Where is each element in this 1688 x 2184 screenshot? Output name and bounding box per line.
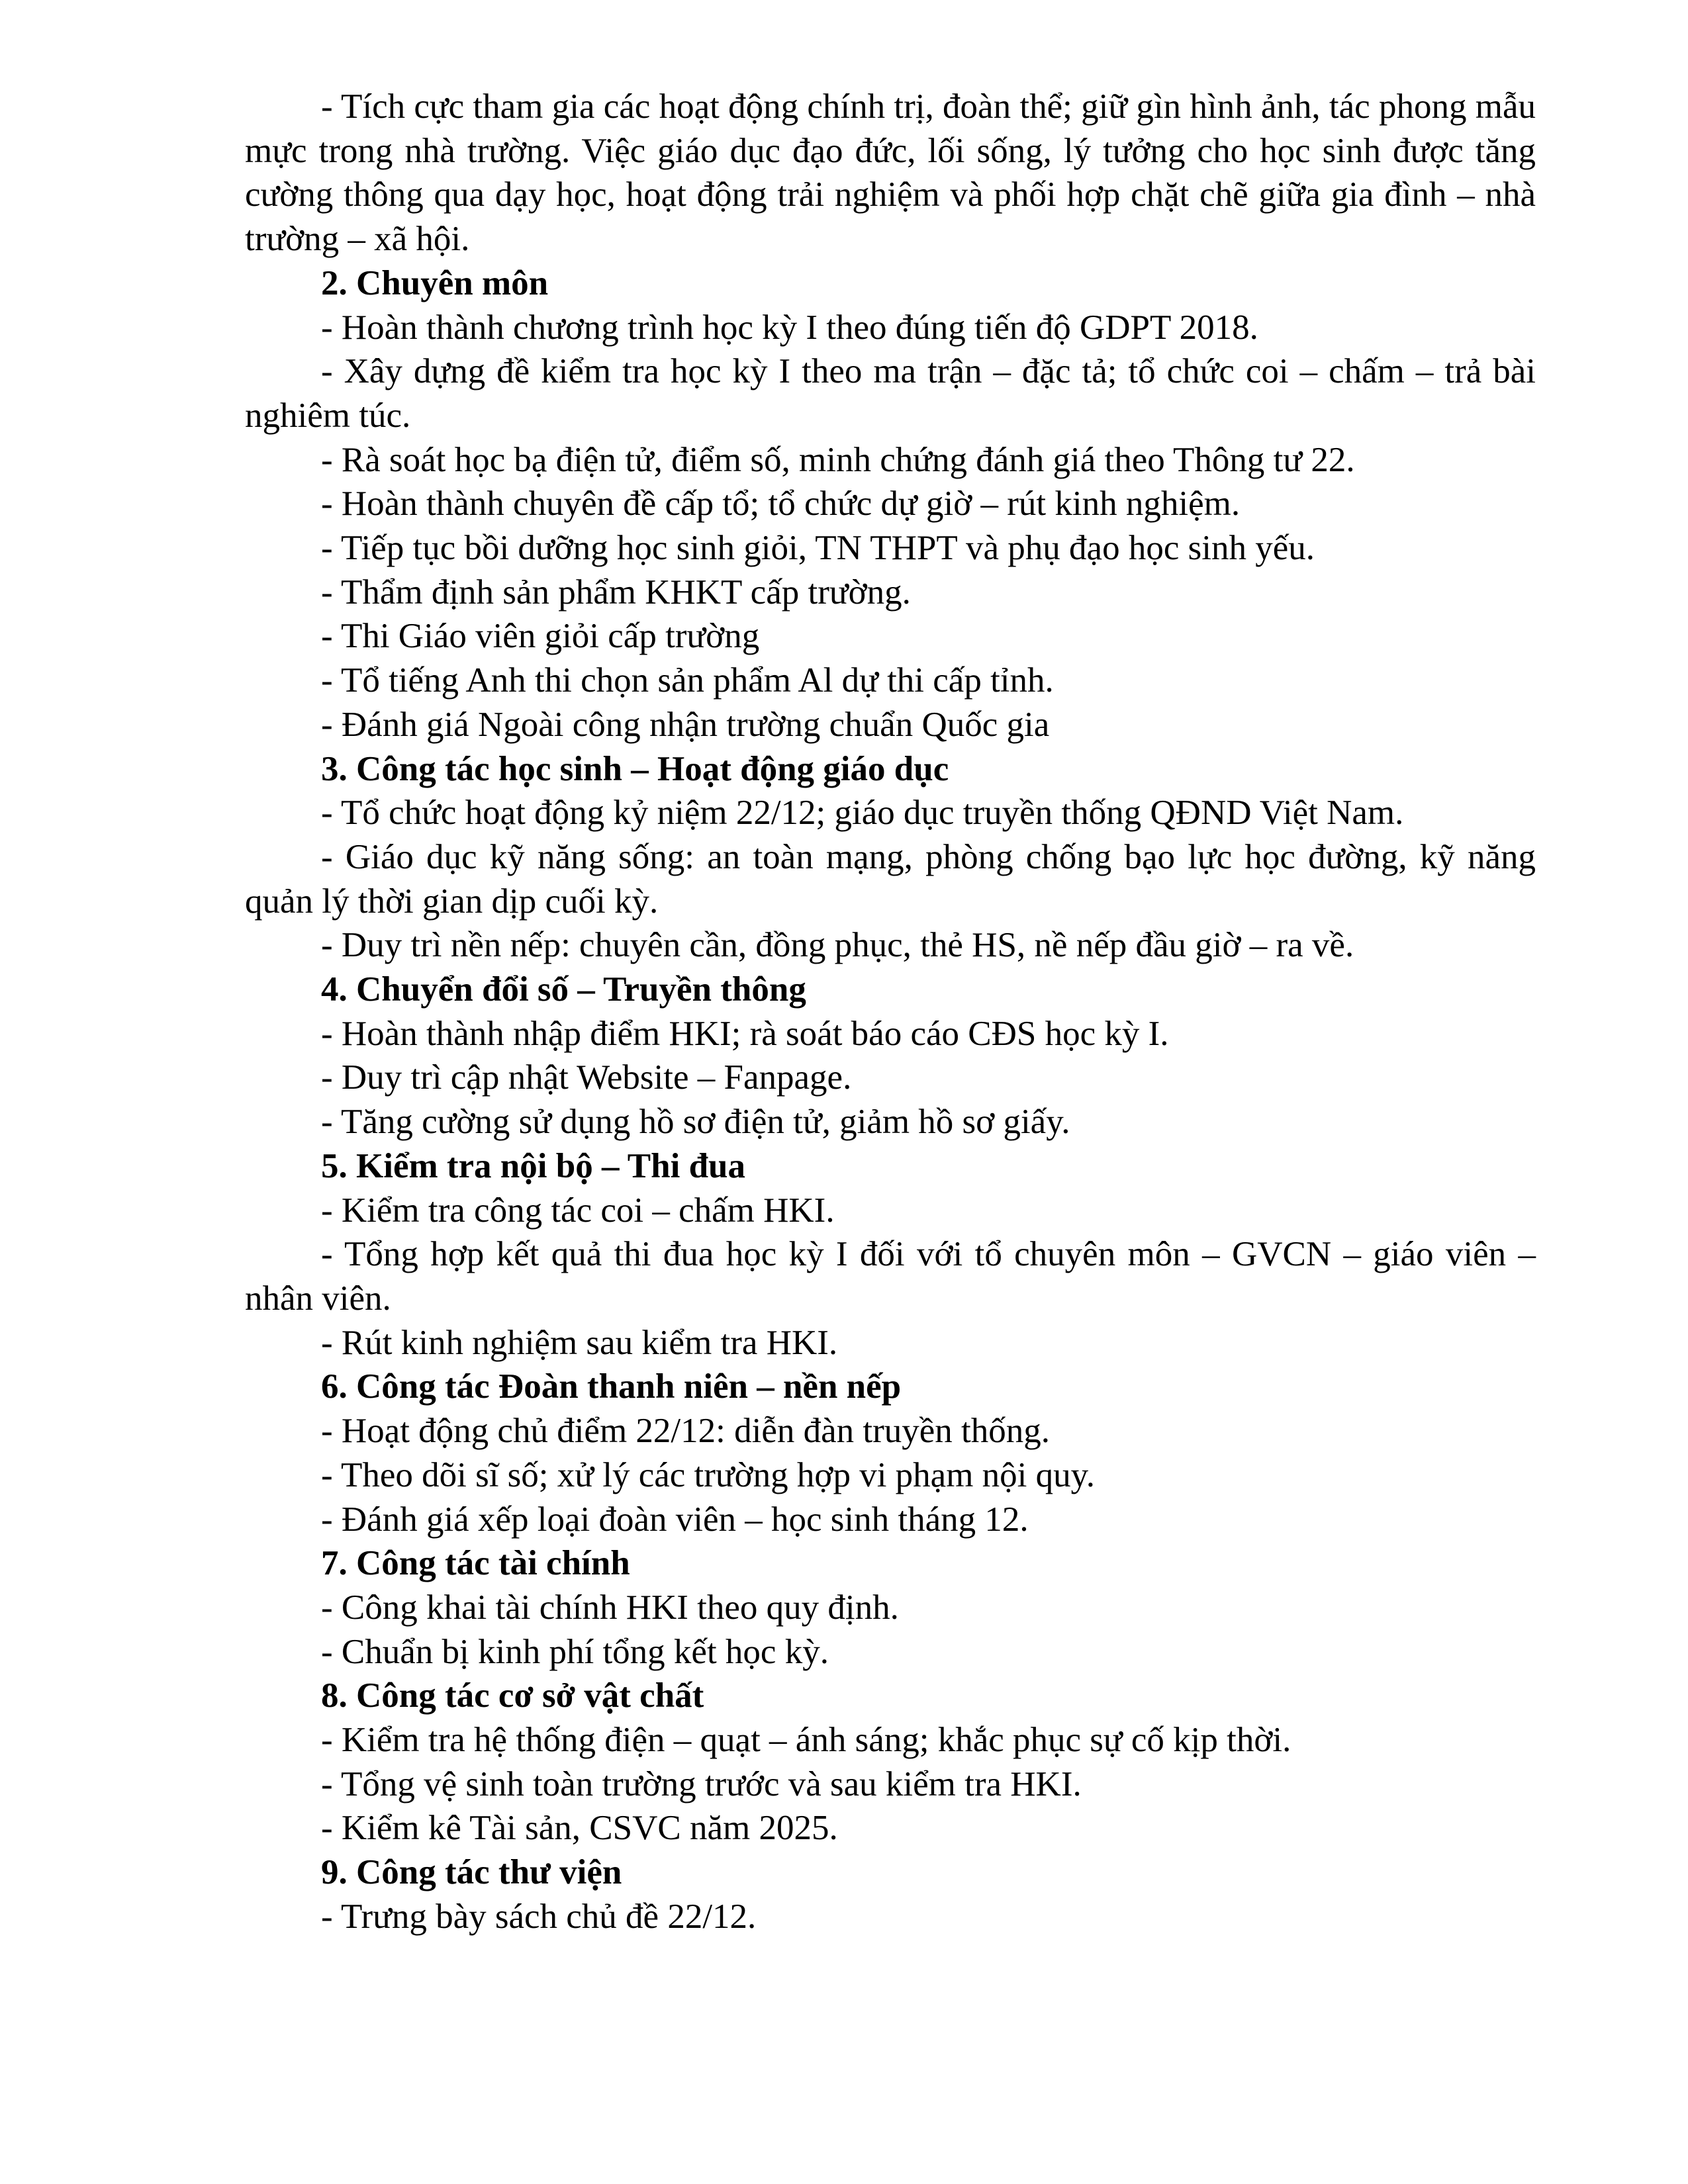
- list-item: - Tăng cường sử dụng hồ sơ điện tử, giảm hồ sơ giấy.: [321, 1103, 1070, 1142]
- section-heading-chuyen-mon: 2. Chuyên môn: [321, 263, 549, 302]
- list-item: - Chuẩn bị kinh phí tổng kết học kỳ.: [321, 1632, 829, 1671]
- list-item: - Thẩm định sản phẩm KHKT cấp trường.: [321, 572, 911, 612]
- list-item: - Xây dựng đề kiểm tra học kỳ I theo ma trận – đặc tả; tổ chức coi – chấm – trả bài nghiêm túc.: [245, 352, 1536, 435]
- list-item: - Rút kinh nghiệm sau kiểm tra HKI.: [321, 1323, 838, 1362]
- list-item: - Đánh giá xếp loại đoàn viên – học sinh tháng 12.: [321, 1500, 1029, 1539]
- section-heading-chuyen-doi-so: 4. Chuyển đổi số – Truyền thông: [321, 970, 806, 1009]
- list-item: - Kiểm tra công tác coi – chấm HKI.: [321, 1191, 835, 1230]
- list-item: - Kiểm tra hệ thống điện – quạt – ánh sáng; khắc phục sự cố kịp thời.: [321, 1721, 1291, 1760]
- list-item: - Trưng bày sách chủ đề 22/12.: [321, 1897, 757, 1936]
- list-item: - Tổng vệ sinh toàn trường trước và sau kiểm tra HKI.: [321, 1764, 1082, 1803]
- list-item: - Hoàn thành chương trình học kỳ I theo đúng tiến độ GDPT 2018.: [321, 308, 1258, 347]
- list-item: - Tổ chức hoạt động kỷ niệm 22/12; giáo dục truyền thống QĐND Việt Nam.: [321, 794, 1404, 833]
- section-heading-doan-thanh-nien: 6. Công tác Đoàn thanh niên – nền nếp: [321, 1367, 902, 1406]
- list-item: - Hoàn thành nhập điểm HKI; rà soát báo cáo CĐS học kỳ I.: [321, 1014, 1169, 1053]
- section-heading-thu-vien: 9. Công tác thư viện: [321, 1853, 622, 1892]
- list-item: - Tiếp tục bồi dưỡng học sinh giỏi, TN THPT và phụ đạo học sinh yếu.: [321, 529, 1315, 568]
- document-page: [245, 85, 1536, 1939]
- section-heading-cong-tac-hoc-sinh: 3. Công tác học sinh – Hoạt động giáo dục: [321, 749, 949, 788]
- section-heading-co-so-vat-chat: 8. Công tác cơ sở vật chất: [321, 1676, 704, 1715]
- section-heading-tai-chinh: 7. Công tác tài chính: [321, 1544, 630, 1583]
- list-item: - Đánh giá Ngoài công nhận trường chuẩn Quốc gia: [321, 705, 1050, 744]
- list-item: - Thi Giáo viên giỏi cấp trường: [321, 617, 760, 656]
- list-item: - Hoàn thành chuyên đề cấp tổ; tổ chức dự giờ – rút kinh nghiệm.: [321, 484, 1241, 523]
- list-item: - Hoạt động chủ điểm 22/12: diễn đàn truyền thống.: [321, 1412, 1051, 1451]
- list-item: - Duy trì cập nhật Website – Fanpage.: [321, 1058, 852, 1097]
- list-item: - Công khai tài chính HKI theo quy định.: [321, 1588, 899, 1627]
- list-item: - Tổ tiếng Anh thi chọn sản phẩm Al dự thi cấp tỉnh.: [321, 661, 1054, 700]
- list-item: - Duy trì nền nếp: chuyên cần, đồng phục, thẻ HS, nề nếp đầu giờ – ra về.: [321, 926, 1354, 965]
- list-item: - Kiểm kê Tài sản, CSVC năm 2025.: [321, 1809, 838, 1848]
- intro-paragraph: - Tích cực tham gia các hoạt động chính trị, đoàn thể; giữ gìn hình ảnh, tác phong mẫu mực trong nhà trường. Việc giáo dục đạo đức, lối sống, lý tưởng cho học sinh được tăng cường thông qua dạy học, hoạt động trải nghiệm và phối hợp chặt chẽ giữa gia đình – nhà trường – xã hội.: [245, 87, 1536, 259]
- list-item: - Giáo dục kỹ năng sống: an toàn mạng, phòng chống bạo lực học đường, kỹ năng quản lý thời gian dịp cuối kỳ.: [245, 837, 1536, 921]
- list-item: - Theo dõi sĩ số; xử lý các trường hợp vi phạm nội quy.: [321, 1455, 1095, 1494]
- list-item: - Rà soát học bạ điện tử, điểm số, minh chứng đánh giá theo Thông tư 22.: [321, 440, 1355, 479]
- section-heading-kiem-tra-noi-bo: 5. Kiểm tra nội bộ – Thi đua: [321, 1146, 746, 1185]
- list-item: - Tổng hợp kết quả thi đua học kỳ I đối với tổ chuyên môn – GVCN – giáo viên –nhân viên.: [245, 1235, 1536, 1318]
